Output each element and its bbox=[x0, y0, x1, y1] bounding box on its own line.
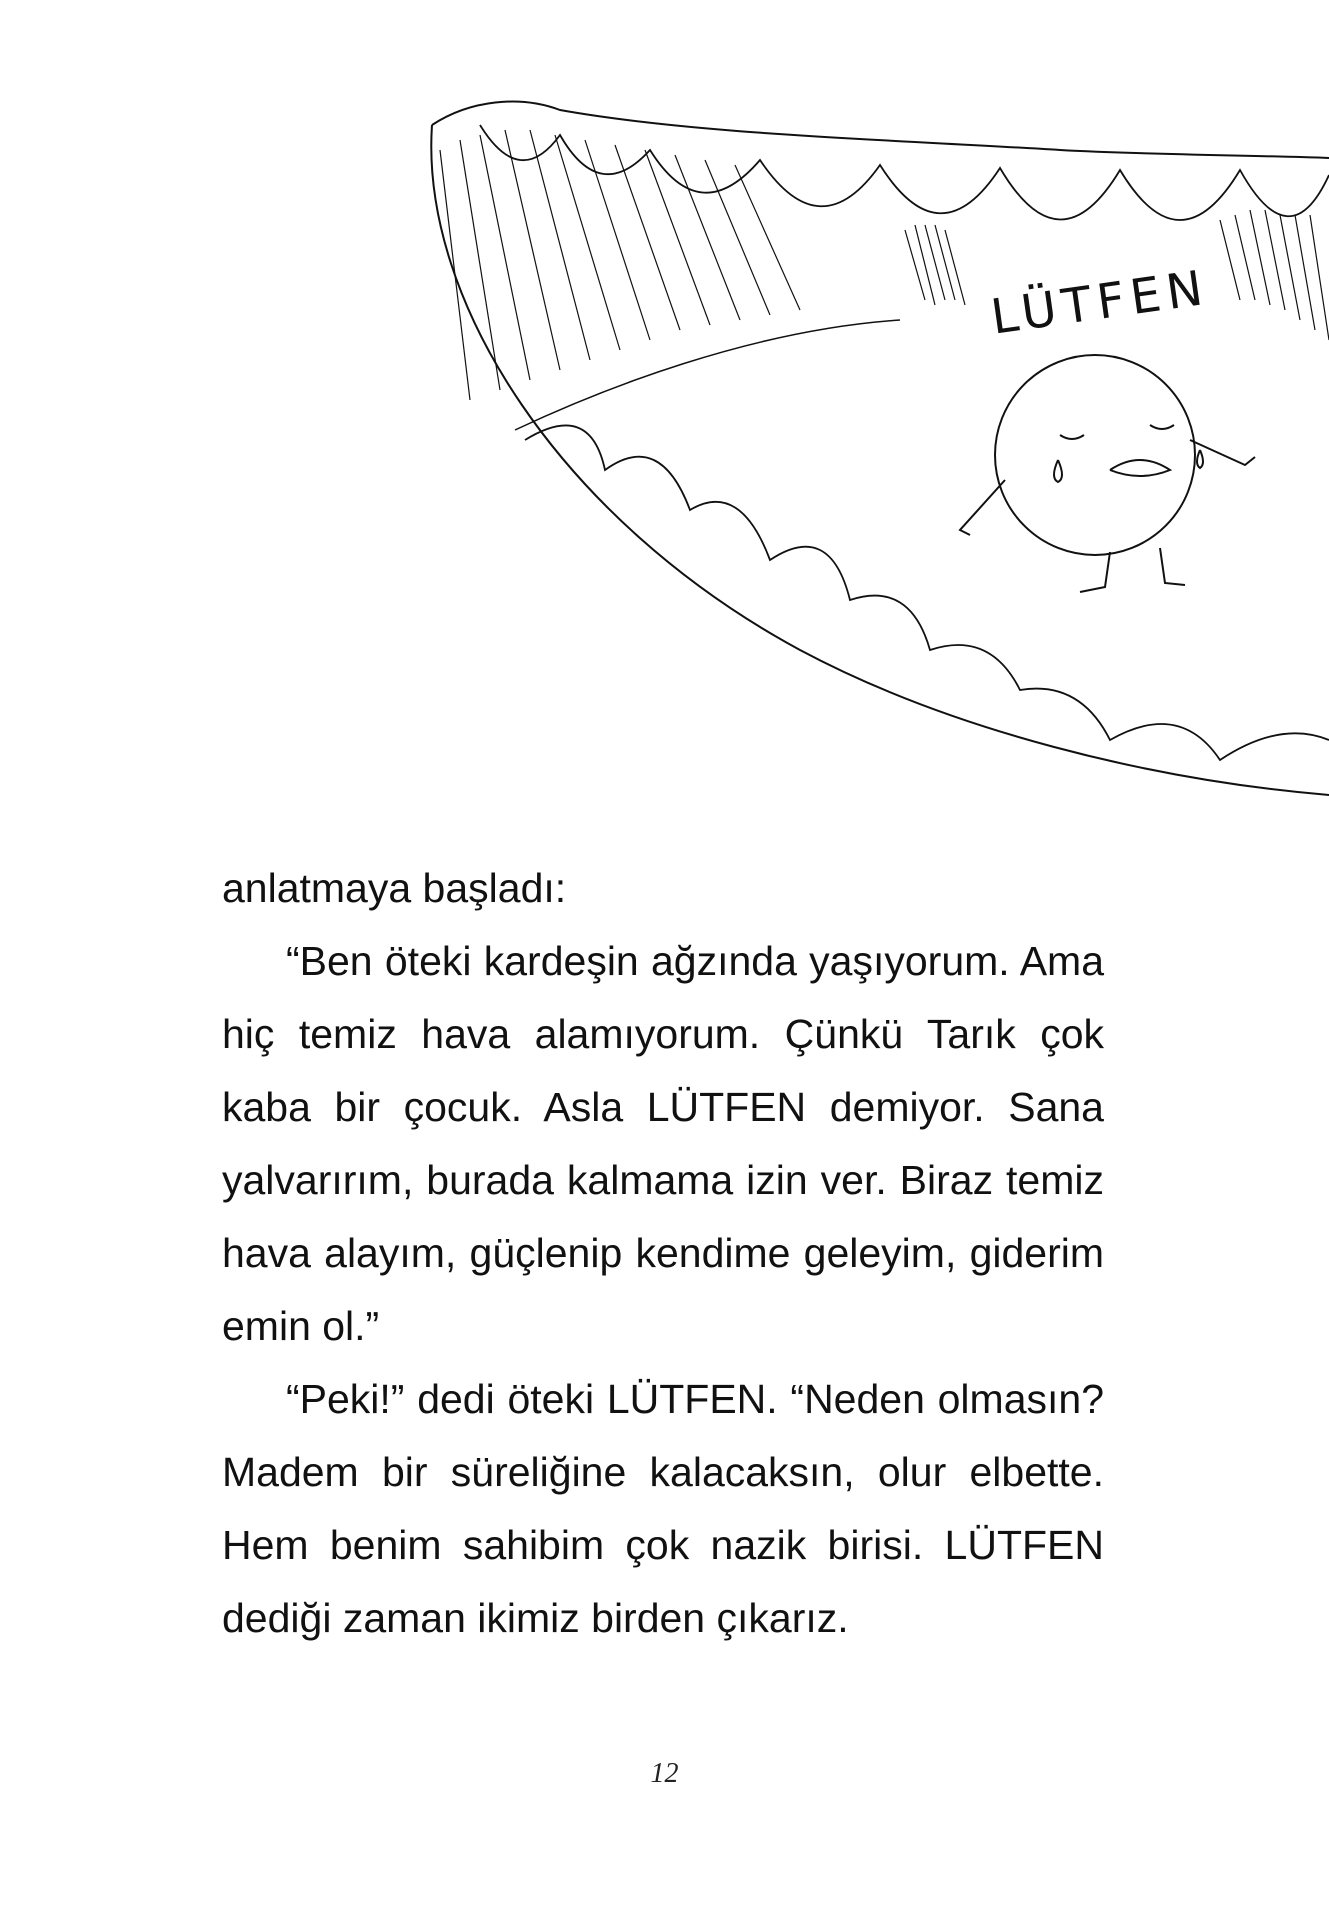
lutfen-character bbox=[960, 355, 1255, 592]
page-number: 12 bbox=[650, 1758, 679, 1789]
tongue-line bbox=[515, 320, 900, 430]
character-label: LÜTFEN bbox=[987, 259, 1212, 346]
story-text bbox=[222, 852, 1104, 1655]
paragraph-3: “Peki!” dedi öteki LÜTFEN. “Neden olmasın? Madem bir süreliğine kalacaksın, olur elbette. Hem benim sahibim çok nazik birisi. LÜTFEN dediği zaman ikimiz birden çıkarız. bbox=[222, 1376, 1104, 1641]
paragraph-1: anlatmaya başladı: bbox=[222, 865, 567, 911]
palate-outline bbox=[432, 102, 1329, 158]
upper-teeth bbox=[480, 125, 1329, 220]
mouth-illustration bbox=[0, 0, 1329, 820]
lower-teeth bbox=[525, 425, 1329, 760]
paragraph-2: “Ben öteki kardeşin ağzında yaşıyorum. Ama hiç temiz hava alamıyorum. Çünkü Tarık çok kaba bir çocuk. Asla LÜTFEN demiyor. Sana yalvarırım, burada kalmama izin ver. Biraz temiz hava alayım, güçlenip kendime geleyim, giderim emin ol.” bbox=[222, 938, 1104, 1349]
